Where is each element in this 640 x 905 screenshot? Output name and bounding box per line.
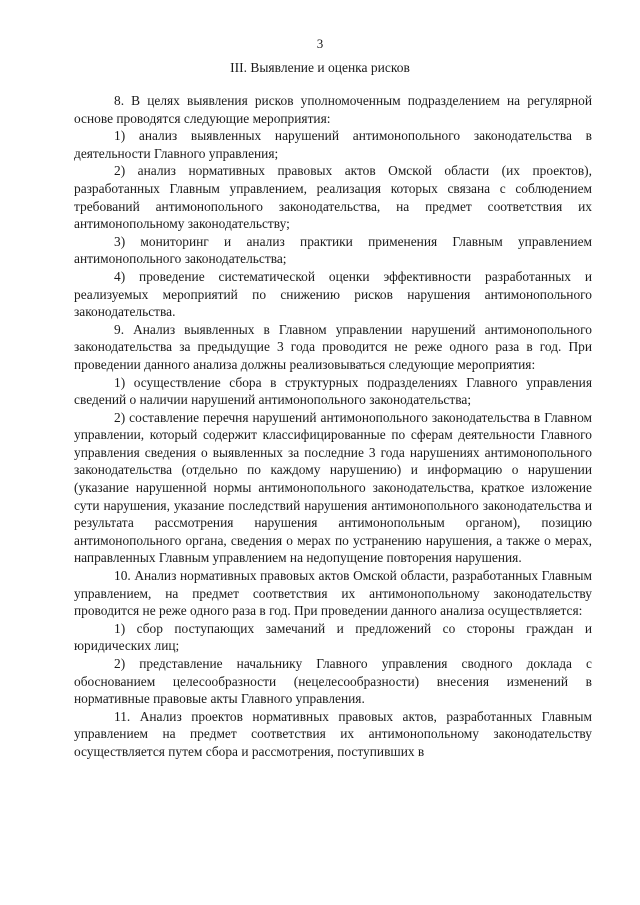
paragraph-8: 8. В целях выявления рисков уполномоченным подразделением на регулярной основе проводятся следующие мероприятия: xyxy=(74,93,592,126)
paragraph-11: 11. Анализ проектов нормативных правовых актов, разработанных Главным управлением на предмет соответствия их антимонопольному законодательству осуществляется путем сбора и рассмотрения, поступивших в xyxy=(74,708,592,759)
paragraph-10: 10. Анализ нормативных правовых актов Омской области, разработанных Главным управлением, на предмет соответствия их антимонопольному законодательству проводится не реже одного раза в год. При проведении данного анализа осуществляется: xyxy=(74,568,592,619)
paragraph-8-item-4: 4) проведение систематической оценки эффективности разработанных и реализуемых мероприятий по снижению рисков нарушения антимонопольного законодательства. xyxy=(74,268,592,320)
section-title: III. Выявление и оценка рисков xyxy=(230,60,410,75)
paragraph-8-item-2: 2) анализ нормативных правовых актов Омской области (их проектов), разработанных Главным управлением, реализация которых связана с соблюдением требований антимонопольного законодательства, на предмет соответствия их антимонопольному законодательству; xyxy=(74,163,592,232)
paragraph-9-item-1: 1) осуществление сбора в структурных подразделениях Главного управления сведений о наличии нарушений антимонопольного законодательства; xyxy=(74,374,592,408)
paragraph-10-item-1: 1) сбор поступающих замечаний и предложений со стороны граждан и юридических лиц; xyxy=(74,620,592,654)
paragraph-8-item-1: 1) анализ выявленных нарушений антимонопольного законодательства в деятельности Главного управления; xyxy=(74,128,592,161)
paragraph-9: 9. Анализ выявленных в Главном управлении нарушений антимонопольного законодательства за предыдущие 3 года проводится не реже одного раза в год. При проведении данного анализа должны реализовываться следующие мероприятия: xyxy=(74,321,592,372)
page-number: 3 xyxy=(316,36,324,51)
paragraph-8-item-3: 3) мониторинг и анализ практики применения Главным управлением антимонопольного законодательства; xyxy=(74,233,592,267)
document-body xyxy=(74,92,592,761)
paragraph-9-item-2: 2) составление перечня нарушений антимонопольного законодательства в Главном управлении, который содержит классифицированные по сферам деятельности Главного управления сведения о выявленных за последние 3 года нарушениях антимонопольного законодательства (отдельно по каждому нарушению) и информацию о нарушении (указание нарушенной нормы антимонопольного законодательства, краткое изложение сути нарушения, указание последствий нарушения антимонопольного законодательства и результата рассмотрения нарушения антимонопольным органом), позицию антимонопольного органа, сведения о мерах по устранению нарушения, а также о мерах, направленных Главным управлением на недопущение повторения нарушения. xyxy=(74,409,592,566)
paragraph-10-item-2: 2) представление начальнику Главного управления сводного доклада с обоснованием целесообразности (нецелесообразности) внесения изменений в нормативные правовые акты Главного управления. xyxy=(74,656,592,707)
